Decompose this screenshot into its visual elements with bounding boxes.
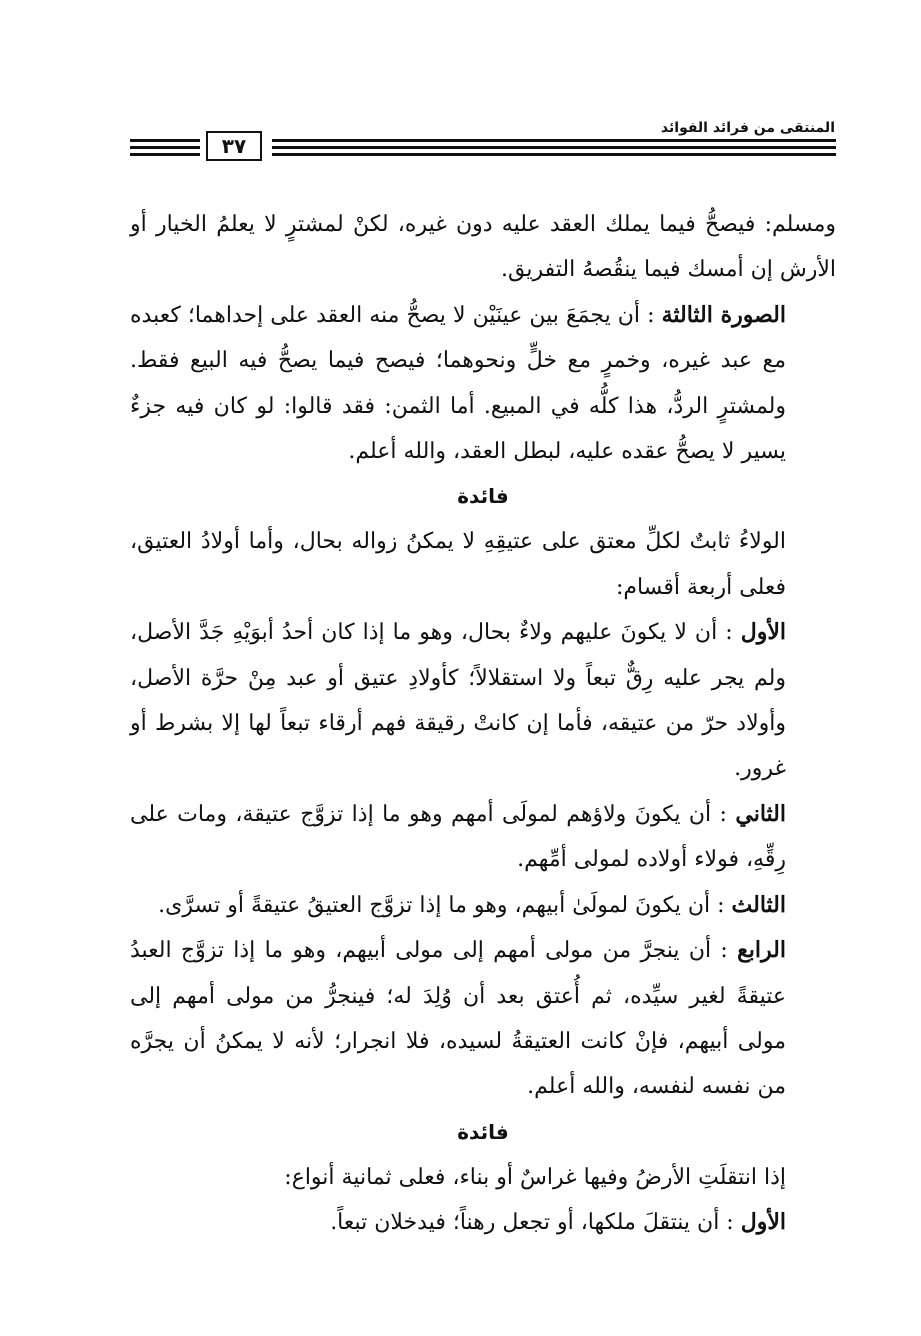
paragraph-text: : أن يجمَعَ بين عينَيْن لا يصحُّ منه العقد على إحداهما؛ كعبده مع عبد غيره، وخمرٍ مع خلٍّ ونحوهما؛ فيصح فيما يصحُّ فيه البيع فقط. ولمشترٍ الردُّ، هذا كلُّه في المبيع. أما الثمن: فقد قالوا: لو كان فيه جزءٌ يسير لا يصحُّ عقده عليه، لبطل العقد، والله أعلم. xyxy=(130,302,786,465)
paragraph-third-form xyxy=(130,293,836,475)
header-rule-left-top xyxy=(130,139,200,142)
item-lead: الأول xyxy=(740,1209,786,1236)
item-lead: الثالث xyxy=(731,891,786,918)
item-lead: الأول xyxy=(740,619,786,646)
list-item xyxy=(130,1200,836,1245)
list-item xyxy=(130,928,836,1110)
section-intro: الولاءُ ثابتٌ لكلِّ معتق على عتيقِهِ لا يمكنُ زواله بحال، وأما أولادُ العتيق، فعلى أربعة أقسام: xyxy=(130,529,786,600)
item-lead: الرابع xyxy=(737,937,786,964)
list-item xyxy=(130,610,836,792)
item-text: : أن لا يكونَ عليهم ولاءٌ بحال، وهو ما إذا كان أحدُ أبوَيْهِ جَدَّ الأصل، ولم يجر عليه رِقٌّ تبعاً ولا استقلالاً؛ كأولادِ عتيق أو عبد مِنْ حرَّة الأصل، وأولاد حرّ من عتيقه، فأما إن كانتْ رقيقة فهم أرقاء تبعاً لها إلا بشرط أو غرور. xyxy=(130,620,786,782)
header-rule-right-top xyxy=(272,139,836,142)
section-intro: إذا انتقلَتِ الأرضُ وفيها غراسٌ أو بناء، فعلى ثمانية أنواع: xyxy=(284,1164,786,1190)
paragraph-continuation xyxy=(130,202,836,293)
paragraph-lead: الصورة الثالثة xyxy=(661,301,786,328)
header-rule-right-mid xyxy=(272,146,836,149)
list-item xyxy=(130,792,836,883)
page-number: ٣٧ xyxy=(206,131,262,161)
book-title: المنتقى من فرائد الفوائد xyxy=(660,120,835,136)
item-text: : أن ينتقلَ ملكها، أو تجعل رهناً؛ فيدخلان تبعاً. xyxy=(330,1210,734,1236)
header-rule-right-bottom xyxy=(272,153,836,156)
list-item xyxy=(130,883,836,928)
item-text: : أن يكونَ لمولَىٰ أبيهم، وهو ما إذا تزوَّج العتيقُ عتيقةً أو تسرَّى. xyxy=(158,892,725,918)
item-lead: الثاني xyxy=(735,800,786,827)
header-rule-left-mid xyxy=(130,146,200,149)
header-rule-left-bottom xyxy=(130,153,200,156)
paragraph-text: ومسلم: فيصحُّ فيما يملك العقد عليه دون غيره، لكنْ لمشترٍ لا يعلمُ الخيار أو الأرش إن أمسك فيما ينقُصهُ التفريق. xyxy=(130,212,836,283)
section-heading: فائدة xyxy=(457,484,509,509)
item-text: : أن ينجرَّ من مولى أمهم إلى مولى أبيهم، وهو ما إذا تزوَّج العبدُ عتيقةً لغير سيِّده، ثم أُعتق بعد أن وُلِدَ له؛ فينجرُّ من مولى أمهم إلى مولى أبيهم، فإنْ كانت العتيقةُ لسيده، فلا انجرار؛ لأنه لا يمكنُ أن يجرَّه من نفسه لنفسه، والله أعلم. xyxy=(130,938,786,1100)
section-heading: فائدة xyxy=(457,1119,509,1144)
page-body xyxy=(130,202,836,1246)
item-text: : أن يكونَ ولاؤهم لمولَى أمهم وهو ما إذا تزوَّج عتيقة، ومات على رِقِّهِ، فولاء أولاده لمولى أمِّهم. xyxy=(130,801,786,873)
